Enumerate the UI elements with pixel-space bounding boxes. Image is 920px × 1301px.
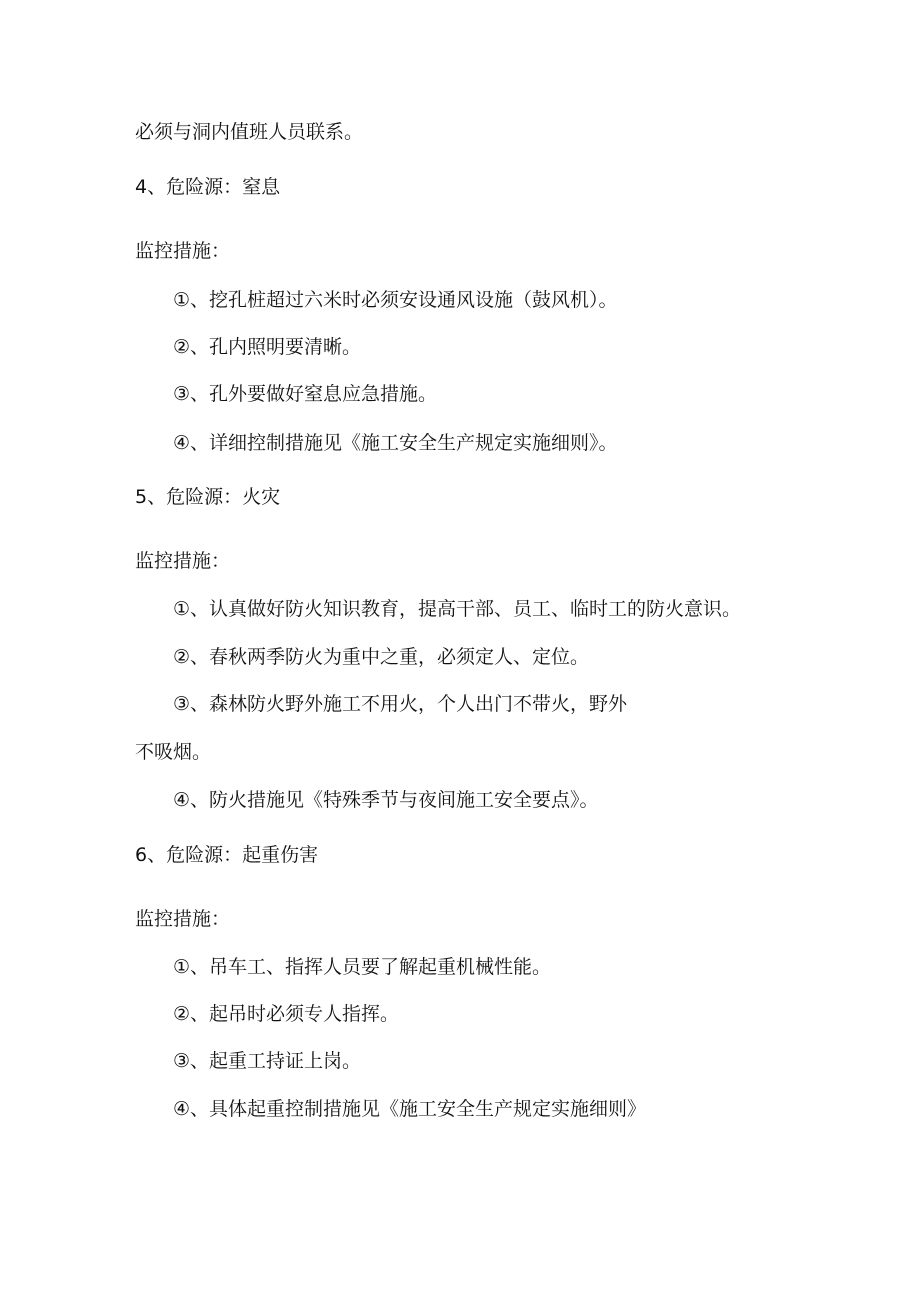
measures-label-5: 监控措施： — [135, 550, 231, 572]
list-item: ③、孔外要做好窒息应急措施。 — [173, 383, 438, 405]
list-item-wrap: 不吸烟。 — [135, 741, 212, 763]
list-item: ①、吊车工、指挥人员要了解起重机械性能。 — [173, 956, 552, 978]
list-item: ③、森林防火野外施工不用火，个人出门不带火，野外 — [173, 693, 628, 715]
list-item: ②、孔内照明要清晰。 — [173, 336, 362, 358]
section-heading-5: 5、危险源：火灾 — [135, 486, 281, 508]
list-item: ④、防火措施见《特殊季节与夜间施工安全要点》。 — [173, 789, 599, 811]
list-item: ④、具体起重控制措施见《施工安全生产规定实施细则》 — [173, 1098, 647, 1120]
list-item: ①、挖孔桩超过六米时必须安设通风设施（鼓风机）。 — [173, 289, 618, 311]
list-item: ①、认真做好防火知识教育，提高干部、员工、临时工的防火意识。 — [173, 598, 742, 620]
measures-label-6: 监控措施： — [135, 908, 231, 930]
list-item: ②、起吊时必须专人指挥。 — [173, 1003, 400, 1025]
measures-label-4: 监控措施： — [135, 240, 231, 262]
continuation-text: 必须与洞内值班人员联系。 — [135, 121, 364, 143]
list-item: ③、起重工持证上岗。 — [173, 1050, 362, 1072]
section-heading-4: 4、危险源：窒息 — [135, 176, 281, 198]
list-item: ④、详细控制措施见《施工安全生产规定实施细则》。 — [173, 432, 618, 454]
section-heading-6: 6、危险源：起重伤害 — [135, 844, 319, 866]
list-item: ②、春秋两季防火为重中之重，必须定人、定位。 — [173, 646, 590, 668]
